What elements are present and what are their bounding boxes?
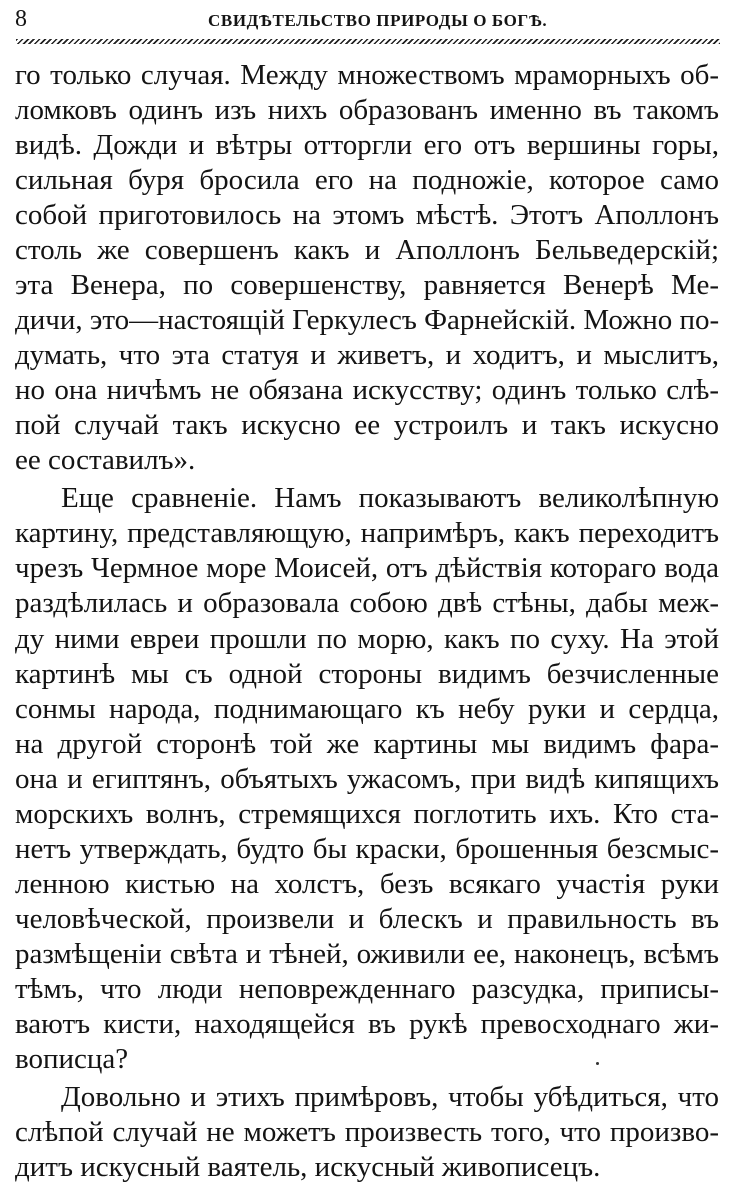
- running-title: СВИДѢТЕЛЬСТВО ПРИРОДЫ О БОГѢ.: [208, 11, 548, 30]
- paragraph-first-line: Еще сравненіе. Намъ показываютъ великолѣпную: [61, 482, 719, 514]
- text-line: но она ничѣмъ не обязана искусству; одинъ только слѣ-: [15, 374, 719, 406]
- text-line: сонмы народа, поднимающаго къ небу руки и сердца,: [15, 693, 719, 725]
- text-line: размѣщеніи свѣта и тѣней, оживили ее, наконецъ, всѣмъ: [15, 938, 719, 970]
- text-line: дичи, это—настоящій Геркулесъ Фарнейскій. Можно по-: [15, 304, 720, 336]
- text-line: она и египтянъ, объятыхъ ужасомъ, при видѣ кипящихъ: [15, 763, 719, 795]
- text-line: сильная буря бросила его на подножіе, которое само: [15, 164, 719, 196]
- text-line: пой случай такъ искусно ее устроилъ и такъ искусно: [15, 409, 719, 441]
- text-line: человѣческой, произвели и блескъ и правильность въ: [15, 903, 719, 935]
- text-line: ломковъ одинъ изъ нихъ образованъ именно въ такомъ: [15, 94, 719, 126]
- page-number: 8: [15, 6, 27, 32]
- text-line: слѣпой случай не можетъ произвесть того, что произво-: [15, 1116, 719, 1148]
- text-line: ду ними евреи прошли по морю, какъ по суху. На этой: [15, 623, 719, 655]
- text-line: эта Венера, по совершенству, равняется Венерѣ Ме-: [15, 269, 719, 301]
- text-line: ее составилъ».: [15, 444, 196, 476]
- paragraph-first-line: Довольно и этихъ примѣровъ, чтобы убѣдиться, что: [61, 1081, 719, 1113]
- text-line: думать, что эта статуя и живетъ, и ходитъ, и мыслитъ,: [15, 339, 719, 371]
- text-line: ленною кистью на холстъ, безъ всякаго участія руки: [15, 868, 719, 900]
- page-header: [12, 4, 720, 34]
- text-line: видѣ. Дожди и вѣтры отторгли его отъ вершины горы,: [15, 129, 719, 161]
- text-line: го только случая. Между множествомъ мраморныхъ об-: [15, 59, 719, 91]
- text-line: картину, представляющую, напримѣръ, какъ переходитъ: [15, 517, 719, 549]
- text-line: морскихъ волнъ, стремящихся поглотить ихъ. Кто ста-: [15, 798, 719, 830]
- text-line: на другой сторонѣ той же картины мы видимъ фара-: [15, 728, 719, 760]
- text-line: чрезъ Чермное море Моисей, отъ дѣйствія котораго вода: [15, 552, 719, 584]
- text-line: дитъ искусный ваятель, искусный живописецъ.: [15, 1151, 601, 1183]
- text-line: тѣмъ, что люди неповрежденнаго разсудка, приписы-: [15, 973, 719, 1005]
- text-line: вописца?: [15, 1043, 129, 1075]
- header-rule: [16, 39, 720, 44]
- text-line: картинѣ мы съ одной стороны видимъ безчисленные: [15, 658, 719, 690]
- ink-speck: [596, 1062, 599, 1065]
- text-line: раздѣлилась и образовала собою двѣ стѣны, дабы меж-: [15, 587, 719, 619]
- text-line: ваютъ кисти, находящейся въ рукѣ превосходнаго жи-: [15, 1008, 719, 1040]
- text-line: собой приготовилось на этомъ мѣстѣ. Этотъ Аполлонъ: [15, 199, 719, 231]
- text-line: нетъ утверждать, будто бы краски, брошенныя безсмыс-: [15, 833, 719, 865]
- text-line: столь же совершенъ какъ и Аполлонъ Бельведерскій;: [15, 234, 719, 266]
